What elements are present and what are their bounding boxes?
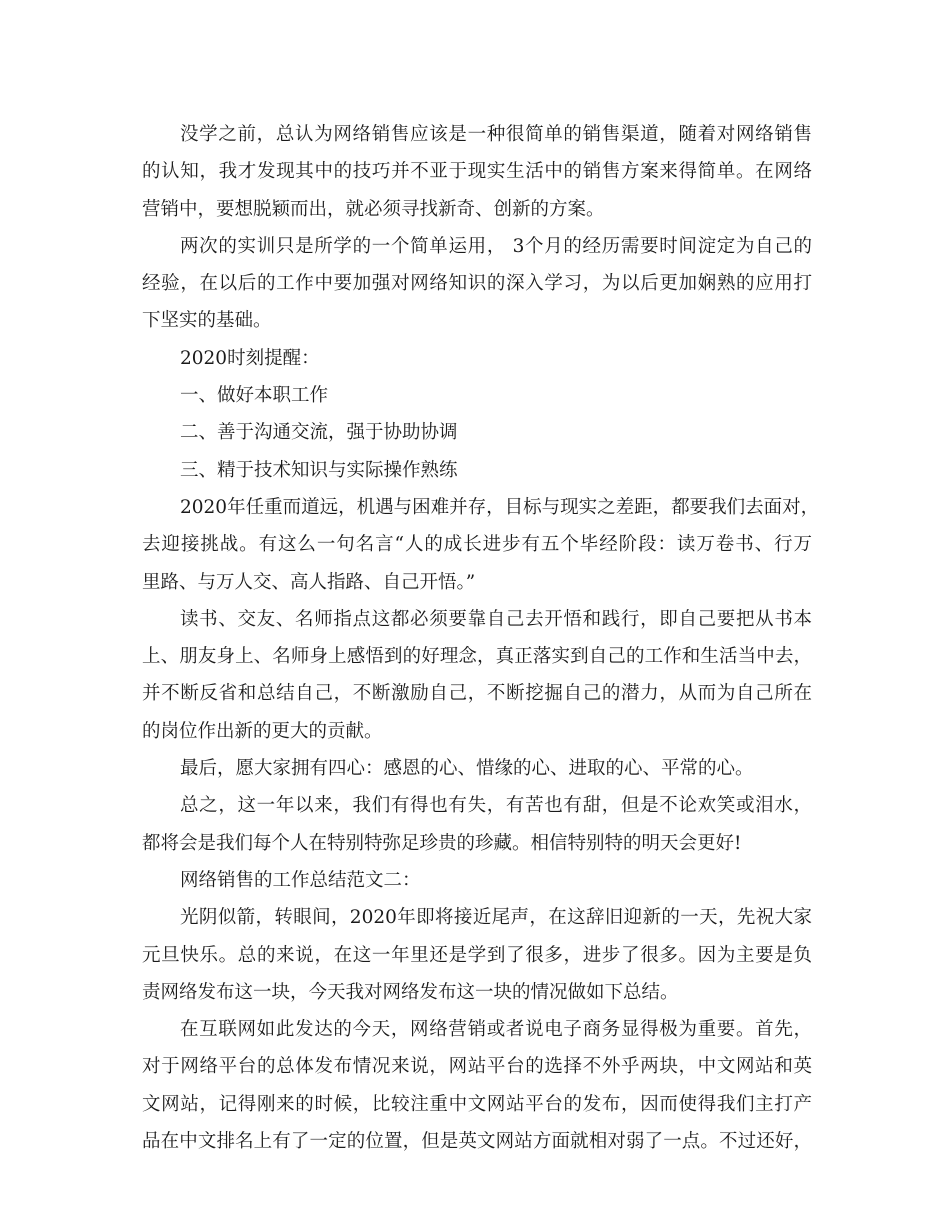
text-line: 一、做好本职工作: [180, 385, 329, 407]
text-line: 文网站，记得刚来的时候，比较注重中文网站平台的发布，因而使得我们主打产: [142, 1093, 812, 1115]
text-line: 二、善于沟通交流，强于协助协调: [180, 422, 458, 444]
text-line: 的认知，我才发现其中的技巧并不亚于现实生活中的销售方案来得简单。在网络: [142, 161, 812, 183]
text-line: 去迎接挑战。有这么一句名言“人的成长进步有五个毕经阶段：读万卷书、行万: [142, 534, 812, 556]
text-line: 光阴似箭，转眼间，2020年即将接近尾声，在这辞旧迎新的一天，先祝大家: [180, 907, 812, 929]
text-line: 下坚实的基础。: [142, 310, 272, 332]
text-line: 元旦快乐。总的来说，在这一年里还是学到了很多，进步了很多。因为主要是负: [142, 944, 812, 966]
text-line: 的岗位作出新的更大的贡献。: [142, 720, 383, 742]
text-line: 上、朋友身上、名师身上感悟到的好理念，真正落实到自己的工作和生活当中去，: [142, 646, 812, 668]
text-line: 网络销售的工作总结范文二：: [180, 869, 421, 891]
text-line: 三、精于技术知识与实际操作熟练: [180, 459, 458, 481]
text-line: 对于网络平台的总体发布情况来说，网站平台的选择不外乎两块，中文网站和英: [142, 1056, 812, 1078]
text-line: 最后，愿大家拥有四心：感恩的心、惜缘的心、进取的心、平常的心。: [180, 758, 754, 780]
text-line: 并不断反省和总结自己，不断激励自己，不断挖掘自己的潜力，从而为自己所在: [142, 683, 812, 705]
text-line: 读书、交友、名师指点这都必须要靠自己去开悟和践行，即自己要把从书本: [180, 608, 812, 630]
text-line: 没学之前，总认为网络销售应该是一种很简单的销售渠道，随着对网络销售: [180, 124, 812, 145]
text-line: 都将会是我们每个人在特别特弥足珍贵的珍藏。相信特别特的明天会更好!: [142, 832, 742, 854]
text-line: 2020年任重而道远，机遇与困难并存，目标与现实之差距，都要我们去面对，: [180, 496, 820, 518]
document-body: [142, 116, 820, 1160]
text-line: 在互联网如此发达的今天，网络营销或者说电子商务显得极为重要。首先，: [180, 1019, 812, 1041]
text-line: 营销中，要想脱颖而出，就必须寻找新奇、创新的方案。: [142, 198, 605, 220]
text-line: 两次的实训只是所学的一个简单运用， 3个月的经历需要时间淀定为自己的: [180, 235, 812, 257]
text-line: 品在中文排名上有了一定的位置，但是英文网站方面就相对弱了一点。不过还好，: [142, 1131, 812, 1153]
text-line: 责网络发布这一块，今天我对网络发布这一块的情况做如下总结。: [142, 981, 679, 1003]
text-line: 2020时刻提醒：: [180, 347, 320, 369]
text-line: 经验，在以后的工作中要加强对网络知识的深入学习，为以后更加娴熟的应用打: [142, 273, 812, 295]
text-line: 总之，这一年以来，我们有得也有失，有苦也有甜，但是不论欢笑或泪水，: [180, 795, 812, 817]
text-line: 里路、与万人交、高人指路、自己开悟。”: [142, 571, 476, 593]
